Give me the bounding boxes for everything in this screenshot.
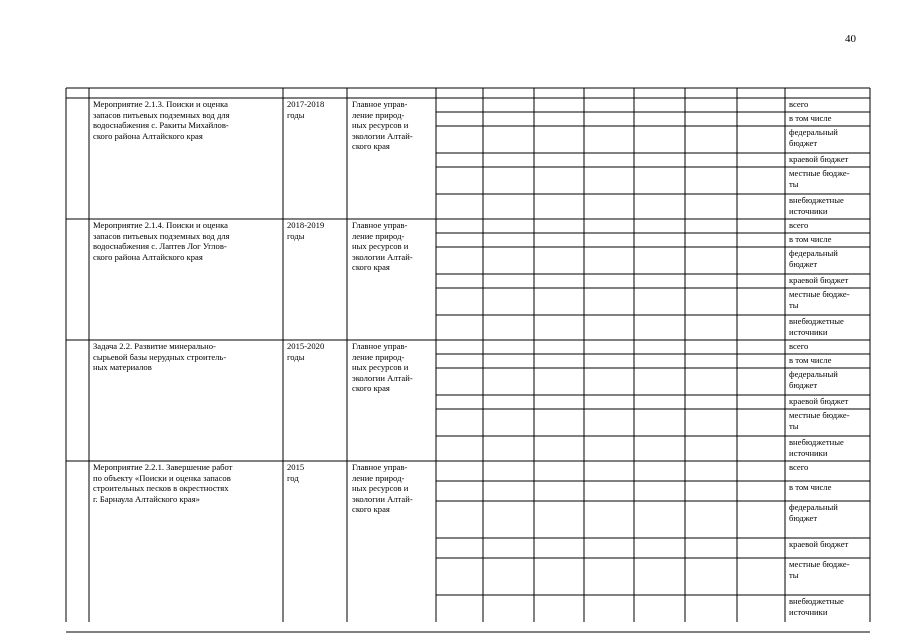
funding-type bbox=[786, 355, 868, 368]
text-line: источники bbox=[789, 205, 828, 216]
funding-type bbox=[786, 113, 868, 126]
text-line: Задача 2.2. Развитие минерально- bbox=[93, 341, 216, 351]
funding-type bbox=[786, 168, 868, 194]
column-header-8 bbox=[584, 88, 634, 98]
column-header-9 bbox=[634, 88, 685, 98]
funding-type bbox=[786, 410, 868, 436]
funding-type bbox=[786, 127, 868, 153]
amount-total-col8 bbox=[584, 220, 634, 231]
text-line: ление природ- bbox=[352, 351, 405, 362]
text-line: г. Барнаула Алтайского края» bbox=[93, 493, 200, 504]
funding-type bbox=[786, 99, 868, 112]
amount-regional-col9 bbox=[634, 396, 685, 407]
text-line: Мероприятие 2.1.3. Поиски и оценка bbox=[93, 99, 228, 109]
activity-name bbox=[90, 462, 280, 522]
text-line: ского края bbox=[352, 262, 390, 272]
text-line: Главное управ- bbox=[352, 341, 408, 351]
period bbox=[284, 341, 344, 371]
amount-regional-col11 bbox=[737, 154, 785, 165]
text-line: внебюджетные bbox=[789, 596, 844, 606]
text-line: ных материалов bbox=[93, 362, 152, 372]
amount-regional-col7 bbox=[534, 396, 584, 407]
amount-total-col8 bbox=[584, 341, 634, 352]
executor bbox=[349, 462, 432, 522]
text-line: строительных песков в окрестностях bbox=[93, 483, 229, 493]
amount-total-col11 bbox=[737, 99, 785, 110]
text-line: местные бюдже- bbox=[789, 410, 850, 420]
text-line: Главное управ- bbox=[352, 462, 408, 472]
text-line: экологии Алтай- bbox=[352, 372, 413, 383]
row-number bbox=[66, 220, 89, 232]
amount-regional-col8 bbox=[584, 154, 634, 165]
funding-type bbox=[786, 502, 868, 538]
column-header-1 bbox=[66, 88, 89, 98]
text-line: Главное управ- bbox=[352, 220, 408, 230]
text-line: бюджет bbox=[789, 379, 818, 390]
text-line: краевой бюджет bbox=[789, 275, 849, 285]
text-line: федеральный bbox=[789, 369, 838, 379]
amount-total-col7 bbox=[534, 341, 584, 352]
amount-total-col11 bbox=[737, 220, 785, 231]
text-line: сырьевой базы нерудных строитель- bbox=[93, 351, 227, 362]
text-line: Мероприятие 2.1.4. Поиски и оценка bbox=[93, 220, 228, 230]
text-line: краевой бюджет bbox=[789, 154, 849, 164]
row-number bbox=[66, 341, 89, 353]
funding-type bbox=[786, 195, 868, 219]
amount-total-col8 bbox=[584, 99, 634, 110]
executor bbox=[349, 99, 432, 159]
funding-type bbox=[786, 289, 868, 315]
text-line: 2015 bbox=[287, 462, 305, 472]
funding-type bbox=[786, 539, 868, 558]
text-line: в том числе bbox=[789, 234, 832, 244]
text-line: 2018-2019 bbox=[287, 220, 325, 230]
amount-regional-col11 bbox=[737, 396, 785, 407]
text-line: экологии Алтай- bbox=[352, 493, 413, 504]
funding-type bbox=[786, 462, 868, 481]
text-line: ского района Алтайского края bbox=[93, 251, 203, 262]
funding-type bbox=[786, 234, 868, 247]
text-line: ты bbox=[789, 569, 799, 580]
text-line: ление природ- bbox=[352, 109, 405, 120]
period bbox=[284, 462, 344, 492]
text-line: источники bbox=[789, 326, 828, 337]
text-line: всего bbox=[789, 341, 809, 351]
text-line: 2017-2018 bbox=[287, 99, 325, 109]
funding-type bbox=[786, 369, 868, 395]
text-line: краевой бюджет bbox=[789, 396, 849, 406]
funding-type bbox=[786, 596, 868, 632]
text-line: всего bbox=[789, 99, 809, 109]
column-header-11 bbox=[737, 88, 785, 98]
text-line: годы bbox=[287, 351, 305, 362]
column-header-7 bbox=[534, 88, 584, 98]
activity-name bbox=[90, 220, 280, 280]
column-header-5 bbox=[436, 88, 483, 98]
funding-type bbox=[786, 316, 868, 340]
text-line: Мероприятие 2.2.1. Завершение работ bbox=[93, 462, 233, 472]
text-line: бюджет bbox=[789, 137, 818, 148]
text-line: местные бюдже- bbox=[789, 559, 850, 569]
funding-type bbox=[786, 559, 868, 595]
text-line: Главное управ- bbox=[352, 99, 408, 109]
funding-type bbox=[786, 482, 868, 501]
amount-regional-col8 bbox=[584, 396, 634, 407]
text-line: ных ресурсов и bbox=[352, 120, 409, 130]
text-line: ных ресурсов и bbox=[352, 241, 409, 251]
text-line: в том числе bbox=[789, 355, 832, 365]
column-header-3 bbox=[283, 88, 347, 98]
amount-regional-col8 bbox=[584, 275, 634, 286]
column-header-6 bbox=[483, 88, 534, 98]
text-line: ление природ- bbox=[352, 230, 405, 241]
amount-total-col10 bbox=[685, 341, 737, 352]
text-line: год bbox=[287, 472, 299, 483]
amount-regional-col6 bbox=[483, 396, 534, 407]
text-line: запасов питьевых подземных вод для bbox=[93, 109, 230, 120]
text-line: экологии Алтай- bbox=[352, 130, 413, 141]
text-line: 2015-2020 bbox=[287, 341, 325, 351]
text-line: ление природ- bbox=[352, 472, 405, 483]
text-line: годы bbox=[287, 230, 305, 241]
executor bbox=[349, 341, 432, 401]
text-line: местные бюдже- bbox=[789, 289, 850, 299]
text-line: ского края bbox=[352, 383, 390, 393]
text-line: ского края bbox=[352, 141, 390, 151]
period bbox=[284, 99, 344, 129]
text-line: внебюджетные bbox=[789, 195, 844, 205]
text-line: всего bbox=[789, 220, 809, 230]
text-line: ных ресурсов и bbox=[352, 483, 409, 493]
amount-regional-col11 bbox=[737, 539, 785, 550]
funding-type bbox=[786, 220, 868, 233]
text-line: внебюджетные bbox=[789, 316, 844, 326]
text-line: федеральный bbox=[789, 502, 838, 512]
amount-regional-col5 bbox=[436, 539, 483, 550]
page-number: 40 bbox=[845, 33, 856, 45]
text-line: ты bbox=[789, 299, 799, 310]
funding-type bbox=[786, 341, 868, 354]
text-line: по объекту «Поиски и оценка запасов bbox=[93, 472, 231, 483]
activity-name bbox=[90, 99, 280, 159]
amount-total-col5 bbox=[436, 341, 483, 352]
amount-regional-col5 bbox=[436, 396, 483, 407]
amount-regional-col11 bbox=[737, 275, 785, 286]
activity-name bbox=[90, 341, 280, 401]
text-line: бюджет bbox=[789, 258, 818, 269]
text-line: в том числе bbox=[789, 482, 832, 492]
text-line: водоснабжения с. Ракиты Михайлов- bbox=[93, 120, 229, 130]
funding-type bbox=[786, 437, 868, 461]
row-number bbox=[66, 99, 89, 111]
amount-total-col6 bbox=[483, 341, 534, 352]
text-line: ского края bbox=[352, 504, 390, 514]
text-line: федеральный bbox=[789, 248, 838, 258]
text-line: местные бюдже- bbox=[789, 168, 850, 178]
text-line: ных ресурсов и bbox=[352, 362, 409, 372]
amount-total-col9 bbox=[634, 341, 685, 352]
column-header-4 bbox=[347, 88, 436, 98]
period bbox=[284, 220, 344, 250]
text-line: краевой бюджет bbox=[789, 539, 849, 549]
amount-regional-col10 bbox=[685, 396, 737, 407]
funding-type bbox=[786, 154, 868, 167]
text-line: источники bbox=[789, 447, 828, 458]
text-line: в том числе bbox=[789, 113, 832, 123]
amount-total-col11 bbox=[737, 341, 785, 352]
amount-total-col11 bbox=[737, 462, 785, 473]
text-line: водоснабжения с. Лаптев Лог Углов- bbox=[93, 241, 227, 251]
amount-regional-col7 bbox=[534, 154, 584, 165]
text-line: ты bbox=[789, 178, 799, 189]
text-line: ты bbox=[789, 420, 799, 431]
column-header-10 bbox=[685, 88, 737, 98]
text-line: ского района Алтайского края bbox=[93, 130, 203, 141]
row-number bbox=[66, 462, 89, 474]
executor bbox=[349, 220, 432, 280]
column-header-12 bbox=[785, 88, 870, 98]
amount-total-col5 bbox=[436, 462, 483, 473]
text-line: всего bbox=[789, 462, 809, 472]
column-header-2 bbox=[89, 88, 283, 98]
text-line: федеральный bbox=[789, 127, 838, 137]
text-line: источники bbox=[789, 606, 828, 617]
funding-type bbox=[786, 275, 868, 288]
text-line: внебюджетные bbox=[789, 437, 844, 447]
text-line: экологии Алтай- bbox=[352, 251, 413, 262]
amount-total-col9 bbox=[634, 220, 685, 231]
funding-type bbox=[786, 396, 868, 409]
budget-table bbox=[66, 88, 870, 622]
text-line: запасов питьевых подземных вод для bbox=[93, 230, 230, 241]
text-line: годы bbox=[287, 109, 305, 120]
text-line: бюджет bbox=[789, 512, 818, 523]
amount-total-col7 bbox=[534, 99, 584, 110]
funding-type bbox=[786, 248, 868, 274]
amount-regional-col9 bbox=[634, 275, 685, 286]
